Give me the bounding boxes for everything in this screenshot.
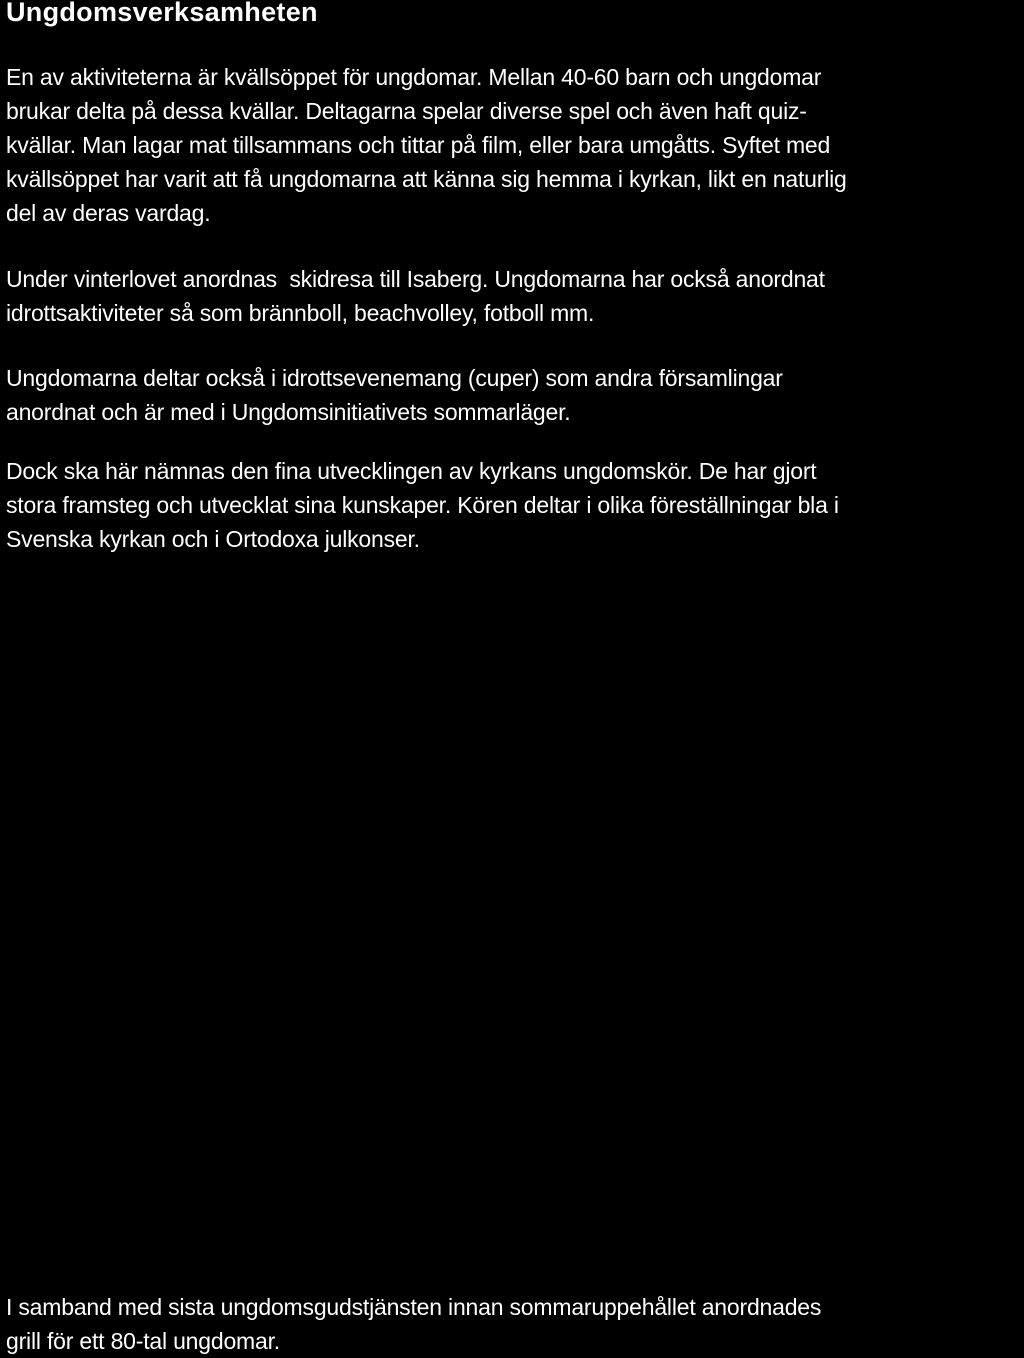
paragraph-line: Ungdomarna deltar också i idrottsevenemang (cuper) som andra församlingar bbox=[6, 365, 783, 391]
paragraph-line: brukar delta på dessa kvällar. Deltagarna spelar diverse spel och även haft quiz- bbox=[6, 98, 807, 124]
section-heading: Ungdomsverksamheten bbox=[6, 0, 318, 27]
paragraph-summer-grill bbox=[6, 1290, 821, 1358]
paragraph-line: Under vinterlovet anordnas skidresa till Isaberg. Ungdomarna har också anordnat bbox=[6, 266, 825, 292]
paragraph-line: kvällar. Man lagar mat tillsammans och tittar på film, eller bara umgåtts. Syftet med bbox=[6, 132, 831, 158]
paragraph-line: En av aktiviteterna är kvällsöppet för ungdomar. Mellan 40-60 barn och ungdomar bbox=[6, 64, 822, 90]
paragraph-youth-choir bbox=[6, 454, 839, 556]
paragraph-winter-break bbox=[6, 262, 825, 330]
paragraph-line: stora framsteg och utvecklat sina kunskaper. Kören deltar i olika föreställningar bla i bbox=[6, 492, 839, 518]
paragraph-line: I samband med sista ungdomsgudstjänsten innan sommaruppehållet anordnades bbox=[6, 1294, 822, 1320]
paragraph-line: Dock ska här nämnas den fina utvecklingen av kyrkans ungdomskör. De har gjort bbox=[6, 458, 817, 484]
paragraph-line: grill för ett 80-tal ungdomar. bbox=[6, 1328, 280, 1354]
paragraph-line: anordnat och är med i Ungdomsinitiativets sommarläger. bbox=[6, 399, 571, 425]
paragraph-evening-activities bbox=[6, 60, 847, 230]
paragraph-line: idrottsaktiviteter så som brännboll, beachvolley, fotboll mm. bbox=[6, 300, 595, 326]
paragraph-line: del av deras vardag. bbox=[6, 200, 211, 226]
paragraph-sports-events bbox=[6, 361, 783, 429]
paragraph-line: Svenska kyrkan och i Ortodoxa julkonser. bbox=[6, 526, 420, 552]
paragraph-line: kvällsöppet har varit att få ungdomarna att känna sig hemma i kyrkan, likt en naturlig bbox=[6, 166, 847, 192]
